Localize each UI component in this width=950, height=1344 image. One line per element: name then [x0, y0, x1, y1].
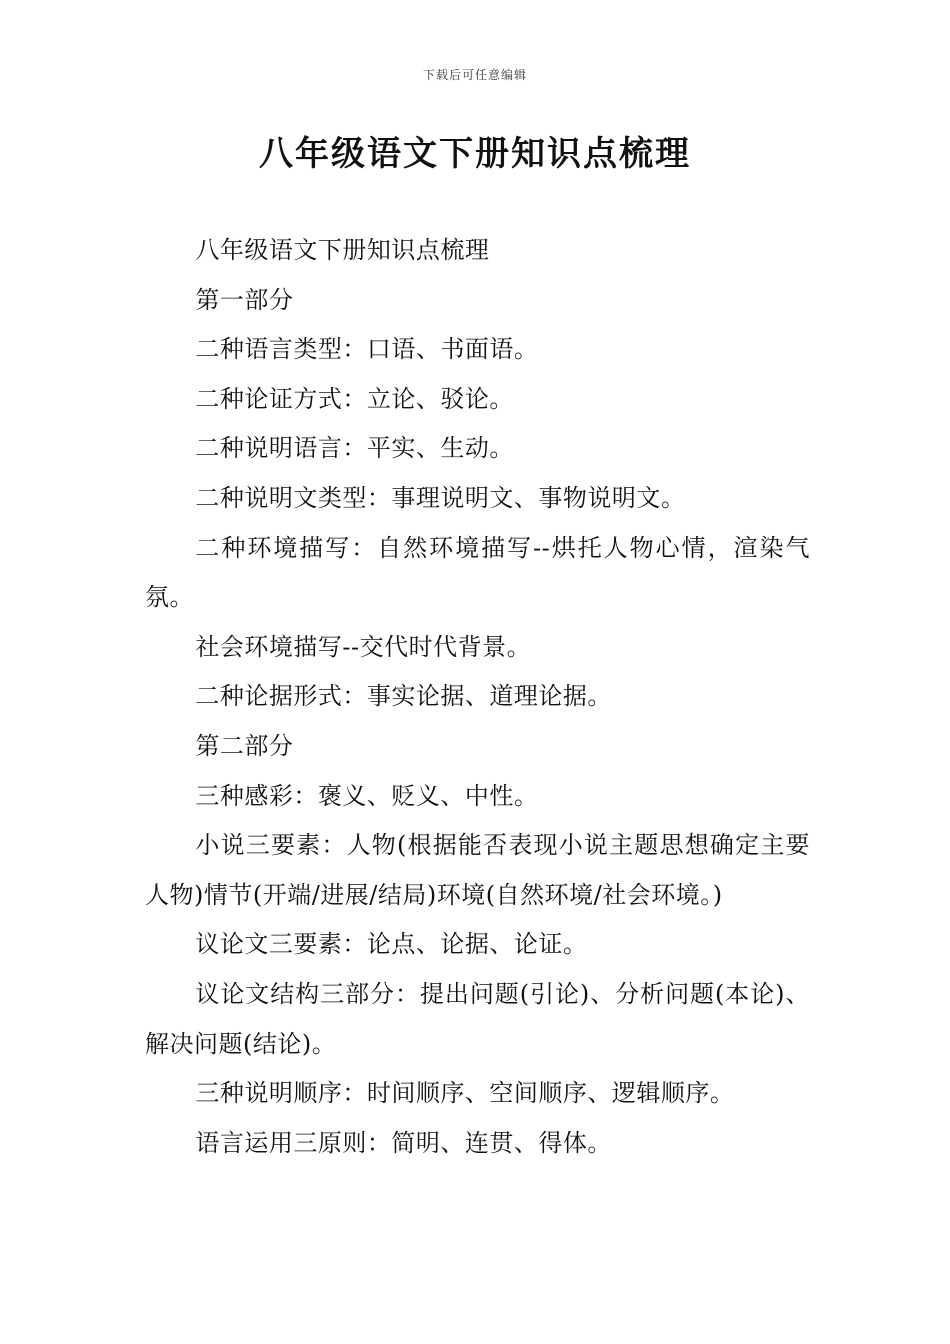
paragraph: 二种说明语言：平实、生动。 — [195, 434, 514, 463]
paragraph: 二种语言类型：口语、书面语。 — [195, 335, 539, 364]
paragraph: 三种感彩：褒义、贬义、中性。 — [195, 781, 539, 810]
paragraph: 小说三要素：人物(根据能否表现小说主题思想确定主要人物)情节(开端/进展/结局)环境(自然环境/社会环境。) — [145, 831, 810, 909]
paragraph: 语言运用三原则：简明、连贯、得体。 — [195, 1128, 612, 1157]
document-title: 八年级语文下册知识点梳理 — [259, 134, 691, 174]
paragraph: 社会环境描写--交代时代背景。 — [195, 632, 532, 661]
paragraph: 二种说明文类型：事理说明文、事物说明文。 — [195, 483, 686, 512]
paragraph: 二种论据形式：事实论据、道理论据。 — [195, 682, 612, 711]
paragraph-section-2: 第二部分 — [195, 731, 294, 760]
header-note: 下载后可任意编辑 — [422, 68, 527, 82]
paragraph: 议论文三要素：论点、论据、论证。 — [195, 930, 588, 959]
paragraph: 三种说明顺序：时间顺序、空间顺序、逻辑顺序。 — [195, 1079, 735, 1108]
paragraph-section-1: 第一部分 — [195, 285, 294, 314]
paragraph: 议论文结构三部分：提出问题(引论)、分析问题(本论)、解决问题(结论)。 — [145, 979, 810, 1058]
paragraph: 二种论证方式：立论、驳论。 — [195, 384, 514, 413]
paragraph-subtitle: 八年级语文下册知识点梳理 — [195, 236, 490, 264]
paragraph: 二种环境描写：自然环境描写--烘托人物心情，渲染气氛。 — [145, 533, 810, 612]
document-body — [145, 226, 810, 1168]
